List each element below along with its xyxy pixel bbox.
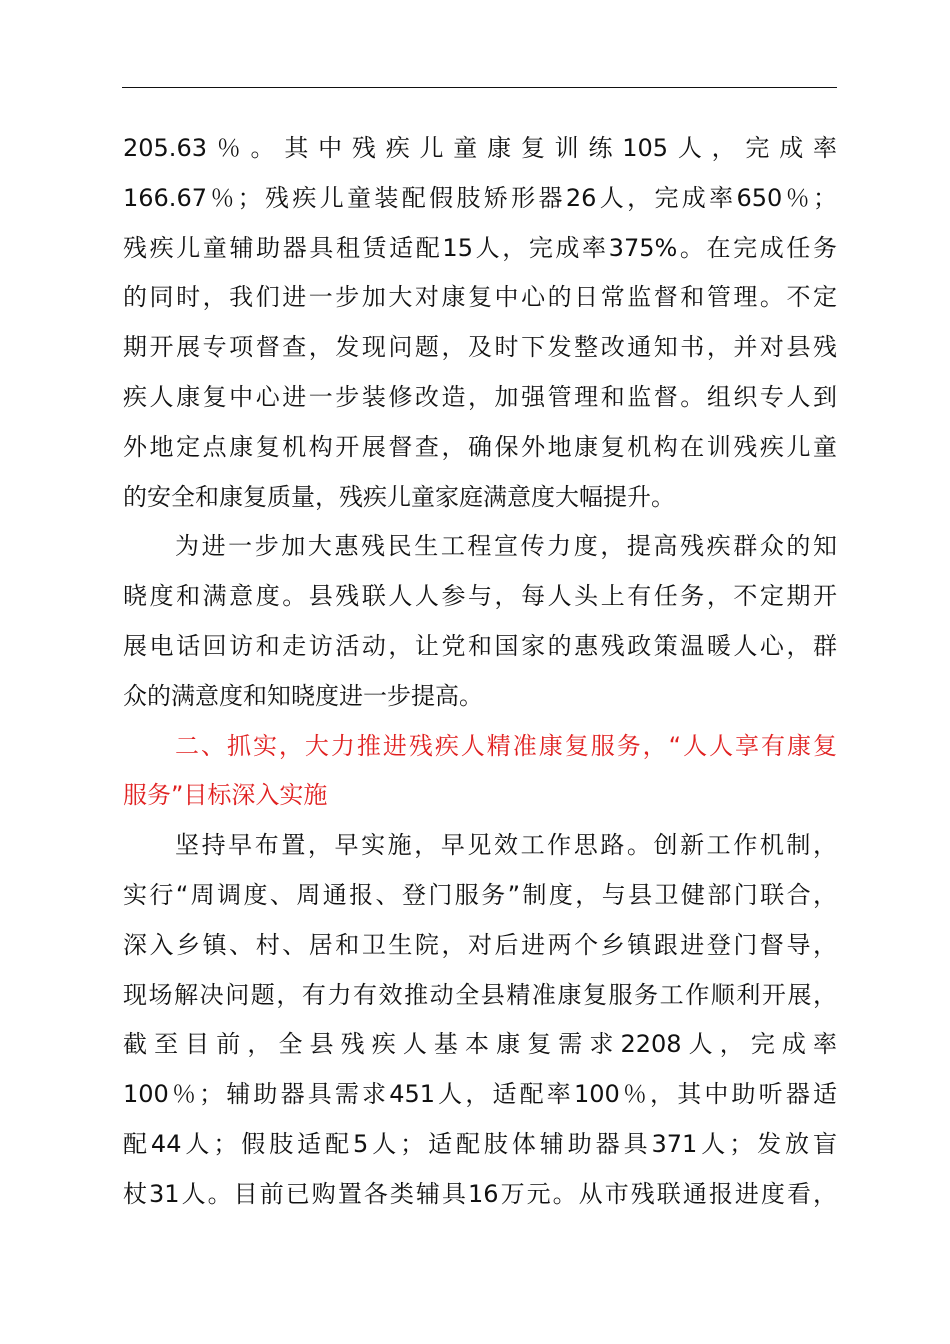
- text-line: 坚持早布置，早实施，早见效工作思路。创新工作机制，: [175, 831, 837, 860]
- text-line: 残疾儿童辅助器具租赁适配15人，完成率375%。在完成任务: [123, 233, 837, 262]
- text-line: 配44人；假肢适配5人；适配肢体辅助器具371人；发放盲: [123, 1129, 837, 1158]
- text-line: 现场解决问题，有力有效推动全县精准康复服务工作顺利开展，: [123, 980, 837, 1009]
- text-line: 深入乡镇、村、居和卫生院，对后进两个乡镇跟进登门督导，: [123, 930, 837, 959]
- paragraph-work-mechanism: [123, 821, 837, 1219]
- text-line: 众的满意度和知晓度进一步提高。: [123, 681, 483, 710]
- paragraph-publicity: [123, 522, 837, 721]
- text-line: 展电话回访和走访活动，让党和国家的惠残政策温暖人心，群: [123, 631, 837, 660]
- document-body: [123, 124, 837, 1220]
- text-line: 截至目前，全县残疾人基本康复需求2208人，完成率: [123, 1030, 837, 1059]
- text-line: 的安全和康复质量，残疾儿童家庭满意度大幅提升。: [123, 482, 675, 511]
- section-heading: [123, 722, 837, 822]
- text-line: 杖31人。目前已购置各类辅具16万元。从市残联通报进度看，: [123, 1179, 837, 1208]
- text-line: 166.67％；残疾儿童装配假肢矫形器26人，完成率650％；: [123, 183, 837, 212]
- paragraph-rehab-progress: [123, 124, 837, 522]
- text-line: 外地定点康复机构开展督查，确保外地康复机构在训残疾儿童: [123, 432, 837, 461]
- heading-line: 二、抓实，大力推进残疾人精准康复服务，“人人享有康复: [175, 731, 837, 760]
- text-line: 的同时，我们进一步加大对康复中心的日常监督和管理。不定: [123, 283, 837, 312]
- text-line: 205.63％。其中残疾儿童康复训练105人，完成率: [123, 134, 837, 162]
- text-line: 疾人康复中心进一步装修改造，加强管理和监督。组织专人到: [123, 382, 837, 411]
- header-rule: [122, 87, 837, 88]
- text-line: 为进一步加大惠残民生工程宣传力度，提高残疾群众的知: [175, 532, 837, 561]
- text-line: 100％；辅助器具需求451人，适配率100％，其中助听器适: [123, 1080, 837, 1109]
- text-line: 期开展专项督查，发现问题，及时下发整改通知书，并对县残: [123, 333, 837, 362]
- text-line: 晓度和满意度。县残联人人参与，每人头上有任务，不定期开: [123, 582, 837, 611]
- text-line: 实行“周调度、周通报、登门服务”制度，与县卫健部门联合，: [123, 880, 837, 909]
- heading-line: 服务”目标深入实施: [123, 781, 328, 810]
